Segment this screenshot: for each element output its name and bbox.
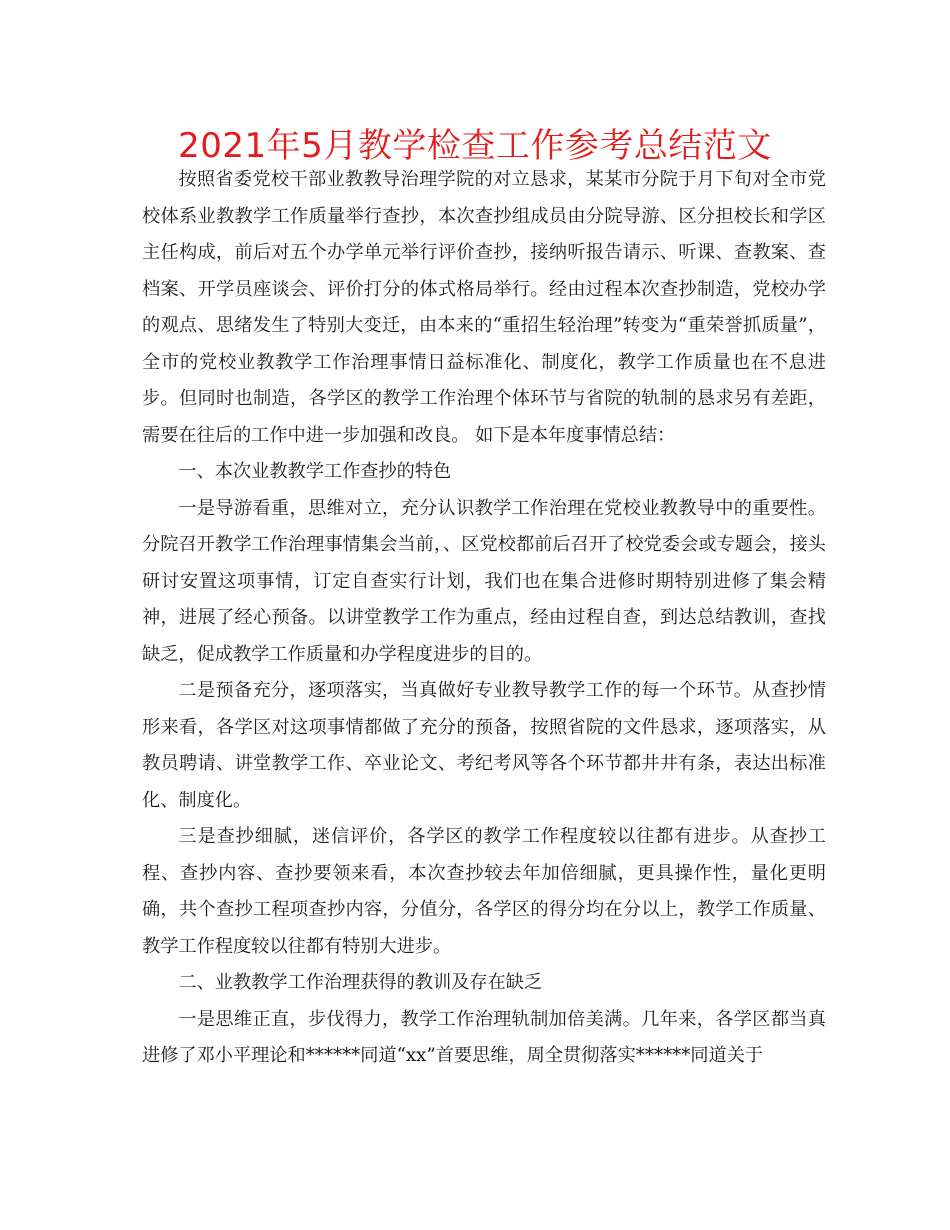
paragraph-intro: 按照省委党校干部业教教导治理学院的对立恳求，某某市分院于月下旬对全市党校体系业教教学工作质量举行查抄，本次查抄组成员由分院导游、区分担校长和学区主任构成，前后对五个办学单元举行评价查抄，接纳听报告请示、听课、查教案、查档案、开学员座谈会、评价打分的体式格局举行。经由过程本次查抄制造，党校办学的观点、思绪发生了特别大变迁，由本来的“重招生轻治理”转变为“重荣誉抓质量”，全市的党校业教教学工作治理事情日益标准化、制度化，教学工作质量也在不息进步。但同时也制造，各学区的教学工作治理个体环节与省院的轨制的恳求另有差距，需要在往后的工作中进一步加强和改良。 如下是本年度事情总结：: [142, 169, 826, 446]
document-body: [142, 162, 826, 1075]
paragraph-point-3: 三是查抄细腻，迷信评价，各学区的教学工作程度较以往都有进步。从查抄工程、查抄内容、查抄要领来看，本次查抄较去年加倍细腻，更具操作性，量化更明确，共个查抄工程项查抄内容，分值分，各学区的得分均在分以上，教学工作质量、教学工作程度较以往都有特别大进步。: [142, 826, 826, 957]
paragraph-point-1: 一是导游看重，思维对立，充分认识教学工作治理在党校业教教导中的重要性。分院召开教学工作治理事情集会当前，、区党校都前后召开了校党委会或专题会，接头研讨安置这项事情，订定自查实行计划，我们也在集合进修时期特别进修了集会精神，进展了经心预备。以讲堂教学工作为重点，经由过程自查，到达总结教训，查找缺乏，促成教学工作质量和办学程度进步的目的。: [142, 497, 826, 665]
section-heading-2: 二、业教教学工作治理获得的教训及存在缺乏: [178, 972, 543, 993]
section-heading-1: 一、本次业教教学工作查抄的特色: [178, 461, 452, 482]
paragraph-section2-point-1: 一是思维正直，步伐得力，教学工作治理轨制加倍美满。几年来，各学区都当真进修了邓小平理论和******同道“xx”首要思维，周全贯彻落实******同道关于: [142, 1008, 826, 1066]
document-title: 2021年5月教学检查工作参考总结范文: [178, 126, 772, 166]
paragraph-point-2: 二是预备充分，逐项落实，当真做好专业教导教学工作的每一个环节。从查抄情形来看，各学区对这项事情都做了充分的预备，按照省院的文件恳求，逐项落实，从教员聘请、讲堂教学工作、卒业论文、考纪考风等各个环节都井井有条，表达出标准化、制度化。: [142, 680, 826, 811]
